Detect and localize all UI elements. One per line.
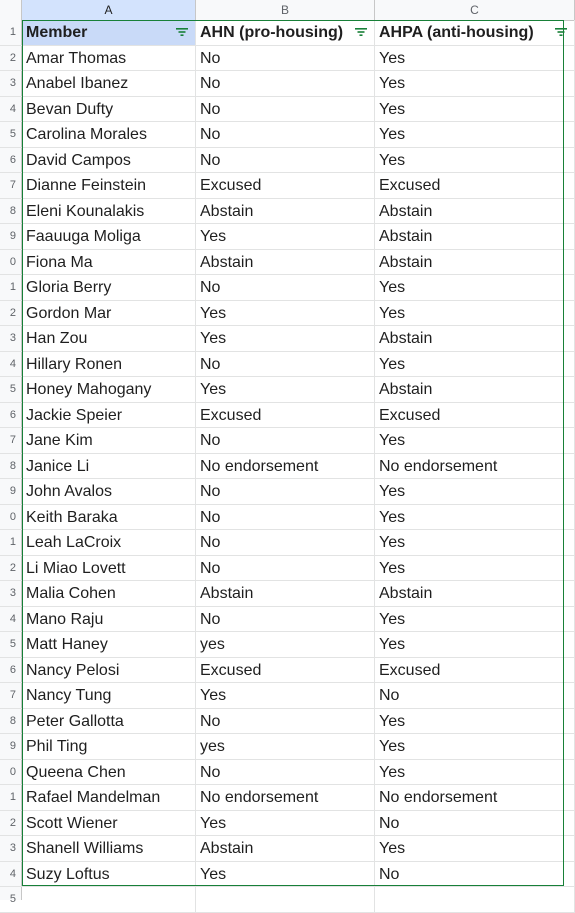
cell-ahn[interactable]: No [196,275,375,301]
row-number[interactable]: 8 [0,709,22,735]
table-row [22,173,575,199]
row-number[interactable]: 4 [0,862,22,888]
row-number[interactable]: 0 [0,760,22,786]
table-row [22,377,575,403]
cell-member[interactable]: Honey Mahogany [22,377,196,403]
cell-member[interactable]: Bevan Dufty [22,97,196,123]
cell-ahpa[interactable]: Yes [375,148,575,174]
cell-ahn[interactable]: No [196,122,375,148]
row-number[interactable]: 3 [0,836,22,862]
cell-ahn[interactable]: No [196,46,375,72]
table-row [22,250,575,276]
cell-member[interactable]: Malia Cohen [22,581,196,607]
cell-ahpa[interactable]: Yes [375,71,575,97]
row-number[interactable]: 9 [0,224,22,250]
cell-member[interactable]: Hillary Ronen [22,352,196,378]
table-row [22,760,575,786]
cell-ahpa[interactable]: Yes [375,505,575,531]
cell-ahn[interactable]: No [196,97,375,123]
row-number[interactable]: 7 [0,428,22,454]
cell-member[interactable]: Nancy Pelosi [22,658,196,684]
cell-ahn[interactable]: No [196,428,375,454]
cell-ahpa[interactable]: Abstain [375,326,575,352]
cell-ahn[interactable]: yes [196,632,375,658]
cell-ahn[interactable]: No [196,71,375,97]
cell-ahpa[interactable]: Yes [375,709,575,735]
cell-ahpa[interactable]: Yes [375,122,575,148]
cell-member[interactable]: Keith Baraka [22,505,196,531]
table-row [22,607,575,633]
row-number[interactable]: 2 [0,811,22,837]
cell-ahpa[interactable]: Excused [375,403,575,429]
row-number[interactable]: 4 [0,607,22,633]
cell-ahpa[interactable]: Yes [375,607,575,633]
table-row [22,97,575,123]
row-number[interactable]: 1 [0,275,22,301]
cell-member[interactable]: Amar Thomas [22,46,196,72]
row-number[interactable]: 9 [0,479,22,505]
filter-icon[interactable] [554,25,568,39]
cell-member[interactable]: Matt Haney [22,632,196,658]
cell-ahpa[interactable]: Yes [375,760,575,786]
cell-member[interactable]: Phil Ting [22,734,196,760]
header-cell-ahn[interactable] [196,20,375,46]
cell-member[interactable]: Suzy Loftus [22,862,196,888]
row-number[interactable]: 3 [0,581,22,607]
cell-ahpa[interactable]: Yes [375,46,575,72]
table-row [22,199,575,225]
row-number[interactable]: 1 [0,20,22,46]
cell-ahn[interactable]: Yes [196,301,375,327]
table-row [22,632,575,658]
table-row [22,734,575,760]
header-member-label: Member [26,24,88,41]
cell-ahpa[interactable]: No [375,862,575,888]
cell-ahn[interactable]: No [196,709,375,735]
cell-ahpa[interactable]: Yes [375,428,575,454]
cell-member[interactable]: Han Zou [22,326,196,352]
row-number[interactable]: 5 [0,377,22,403]
column-header-a[interactable]: A [22,0,196,20]
table-row [22,836,575,862]
cell-ahpa[interactable]: Yes [375,530,575,556]
table-row [22,530,575,556]
cell-ahn[interactable]: Yes [196,224,375,250]
table-row [22,479,575,505]
cell-member[interactable]: Dianne Feinstein [22,173,196,199]
header-ahpa-label: AHPA (anti-housing) [379,24,534,41]
row-number[interactable]: 4 [0,352,22,378]
cell-member[interactable]: Faauuga Moliga [22,224,196,250]
cell-ahn[interactable]: Excused [196,173,375,199]
table-row [22,301,575,327]
cell-member[interactable]: Gordon Mar [22,301,196,327]
row-number[interactable]: 3 [0,71,22,97]
row-number[interactable]: 3 [0,326,22,352]
cell-ahn[interactable]: Yes [196,862,375,888]
table-row [22,581,575,607]
cell-ahn[interactable]: yes [196,734,375,760]
cell-ahpa[interactable]: No [375,683,575,709]
table-row [22,428,575,454]
row-number[interactable]: 5 [0,632,22,658]
cell-member[interactable]: David Campos [22,148,196,174]
table-row [22,709,575,735]
table-row [22,224,575,250]
cell-ahpa[interactable]: Abstain [375,224,575,250]
row-number[interactable]: 0 [0,505,22,531]
header-ahn-label: AHN (pro-housing) [200,24,344,41]
cell-ahpa[interactable]: Abstain [375,581,575,607]
row-number[interactable]: 0 [0,250,22,276]
cell-member[interactable]: John Avalos [22,479,196,505]
cell-ahn[interactable]: Abstain [196,836,375,862]
row-number[interactable]: 7 [0,173,22,199]
cell-ahn[interactable]: Yes [196,683,375,709]
filter-icon[interactable] [354,25,368,39]
select-all-corner[interactable] [0,0,22,20]
row-number[interactable]: 9 [0,734,22,760]
table-row [22,505,575,531]
cell-ahn[interactable]: No [196,148,375,174]
cell-ahn[interactable]: No [196,760,375,786]
cell-ahn[interactable]: No endorsement [196,785,375,811]
table-row [22,46,575,72]
cell-ahn[interactable]: No [196,556,375,582]
cell-member[interactable]: Mano Raju [22,607,196,633]
cell-ahpa[interactable]: Excused [375,658,575,684]
cell-ahpa[interactable]: Yes [375,97,575,123]
table-row [22,148,575,174]
cell-ahpa[interactable]: Yes [375,836,575,862]
cell-ahpa[interactable]: No endorsement [375,454,575,480]
table-row [22,326,575,352]
column-header-row [0,0,575,21]
cell-member[interactable]: Li Miao Lovett [22,556,196,582]
cell-member[interactable]: Carolina Morales [22,122,196,148]
cell-member[interactable]: Shanell Williams [22,836,196,862]
table-row [22,658,575,684]
cell-ahpa[interactable]: Abstain [375,250,575,276]
cell-ahn[interactable]: Yes [196,377,375,403]
cell-ahpa[interactable]: Abstain [375,199,575,225]
cell-ahn[interactable]: No [196,479,375,505]
cell-ahpa[interactable]: Abstain [375,377,575,403]
row-number[interactable]: 5 [0,887,22,913]
cell-member[interactable]: Janice Li [22,454,196,480]
row-number[interactable]: 1 [0,530,22,556]
row-number[interactable]: 1 [0,785,22,811]
header-cell-member[interactable] [22,20,196,46]
cell-ahpa[interactable]: Yes [375,275,575,301]
table-row [22,785,575,811]
cell-ahn[interactable]: Abstain [196,199,375,225]
cell-ahn[interactable]: No [196,352,375,378]
header-cell-ahpa[interactable] [375,20,575,46]
row-number[interactable]: 8 [0,454,22,480]
cell-member[interactable]: Jackie Speier [22,403,196,429]
cell-ahpa[interactable]: Excused [375,173,575,199]
cell-member[interactable]: Nancy Tung [22,683,196,709]
row-header-column [0,20,22,905]
header-row [22,20,575,46]
cell-ahpa[interactable]: Yes [375,352,575,378]
table-row [22,811,575,837]
cell-member[interactable]: Rafael Mandelman [22,785,196,811]
row-number[interactable]: 6 [0,148,22,174]
filter-icon[interactable] [175,25,189,39]
table-row [22,71,575,97]
cell-ahpa[interactable]: Yes [375,632,575,658]
cell-member[interactable]: Eleni Kounalakis [22,199,196,225]
cell-member[interactable]: Fiona Ma [22,250,196,276]
cell-member[interactable]: Gloria Berry [22,275,196,301]
table-row [22,122,575,148]
table-row [22,352,575,378]
column-header-b[interactable]: B [196,0,375,20]
cell-ahn[interactable]: No endorsement [196,454,375,480]
cell-ahn[interactable]: Yes [196,811,375,837]
row-number[interactable]: 5 [0,122,22,148]
row-number[interactable]: 7 [0,683,22,709]
table-row [22,683,575,709]
cell-ahpa[interactable]: No [375,811,575,837]
table-row [22,556,575,582]
table-row [22,275,575,301]
cell-ahn[interactable]: No [196,530,375,556]
cell-ahpa[interactable]: No endorsement [375,785,575,811]
row-number[interactable]: 8 [0,199,22,225]
cell-member[interactable]: Leah LaCroix [22,530,196,556]
row-number[interactable]: 6 [0,658,22,684]
cell-ahpa[interactable]: Yes [375,479,575,505]
cell-ahpa[interactable]: Yes [375,556,575,582]
cell-ahpa[interactable]: Yes [375,301,575,327]
cell-ahn[interactable]: Excused [196,403,375,429]
cell-member[interactable]: Jane Kim [22,428,196,454]
cell-member[interactable]: Anabel Ibanez [22,71,196,97]
cell-ahn[interactable]: Abstain [196,250,375,276]
cell-member[interactable]: Peter Gallotta [22,709,196,735]
row-number[interactable]: 2 [0,46,22,72]
table-row [22,403,575,429]
table-row [22,862,575,888]
row-number[interactable]: 2 [0,556,22,582]
cell-member[interactable]: Queena Chen [22,760,196,786]
row-number[interactable]: 6 [0,403,22,429]
table-row [22,454,575,480]
cell-ahn[interactable]: Excused [196,658,375,684]
cell-ahn[interactable]: Abstain [196,581,375,607]
row-number[interactable]: 4 [0,97,22,123]
row-number[interactable]: 2 [0,301,22,327]
cell-member[interactable]: Scott Wiener [22,811,196,837]
cell-ahn[interactable]: Yes [196,326,375,352]
cell-ahn[interactable]: No [196,505,375,531]
column-header-c[interactable]: C [375,0,575,20]
cell-ahn[interactable]: No [196,607,375,633]
cell-ahpa[interactable]: Yes [375,734,575,760]
